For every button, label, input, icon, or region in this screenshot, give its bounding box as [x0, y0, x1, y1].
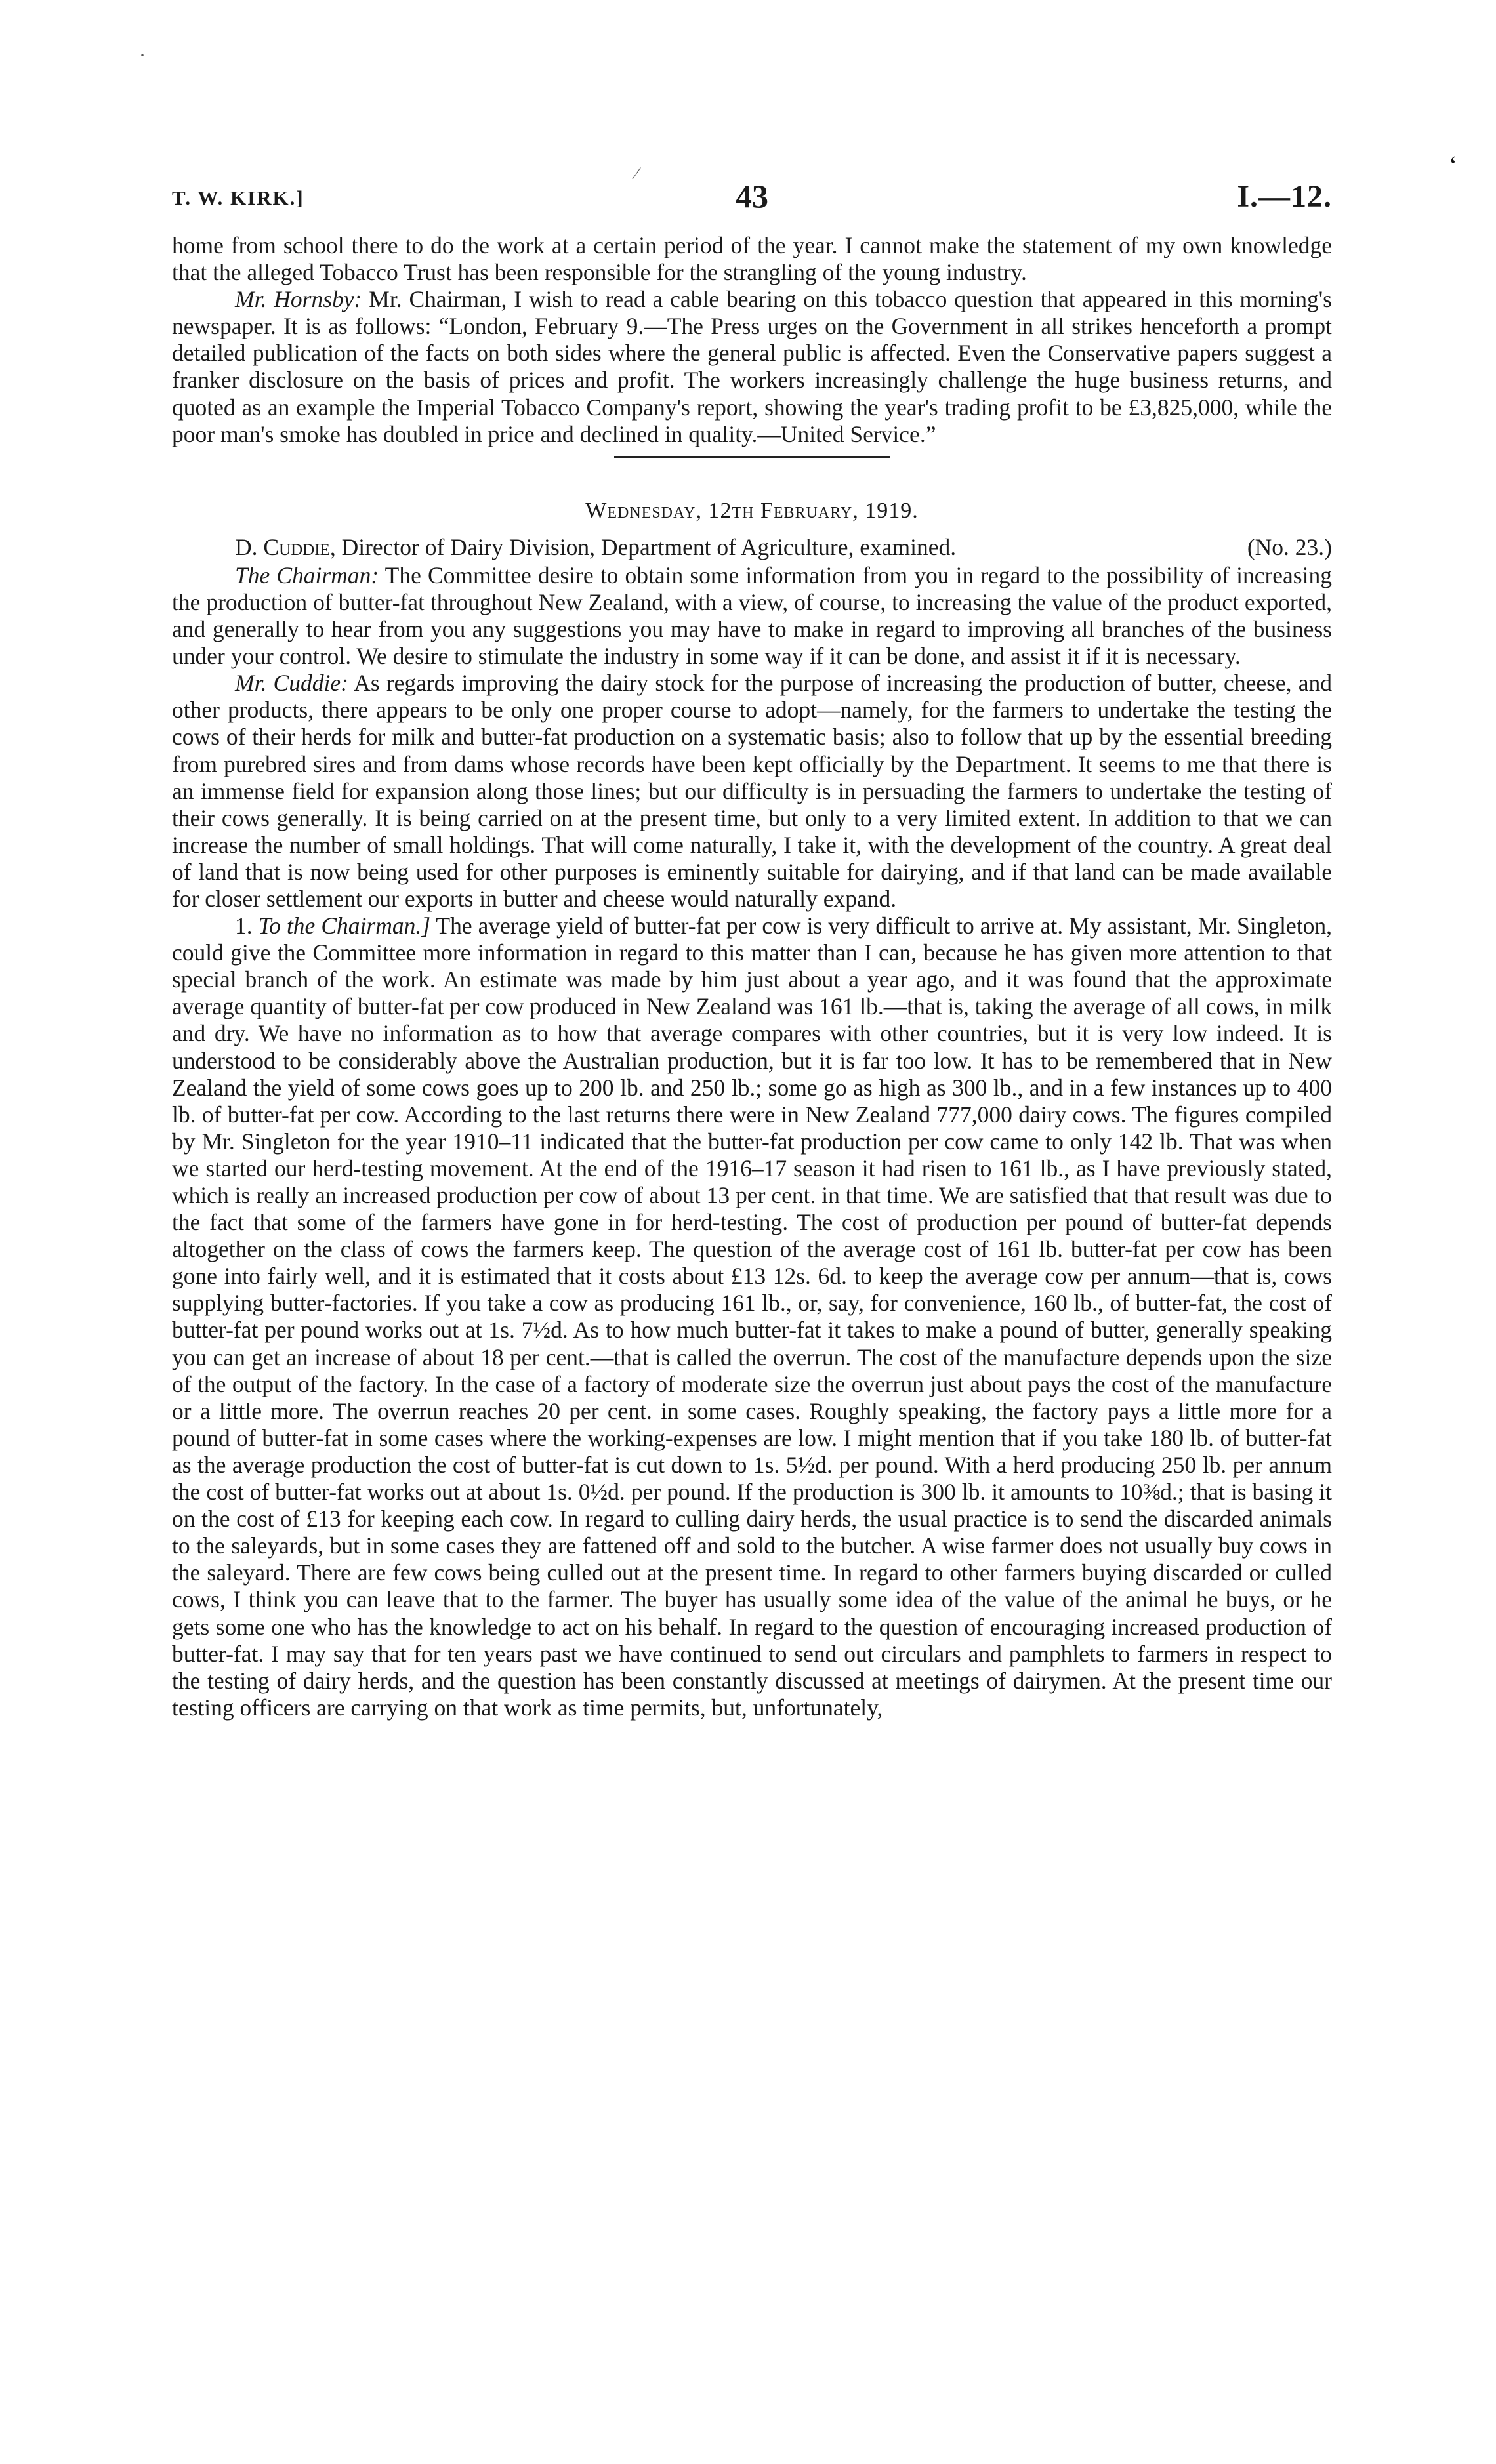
paragraph-cuddie	[172, 670, 1332, 913]
margin-speck-right: ‘	[1449, 150, 1458, 180]
speaker-label: The Chairman:	[235, 562, 379, 588]
session-date: Wednesday, 12th February, 1919.	[585, 498, 919, 523]
paragraph-text: The Committee desire to obtain some information from you in regard to the possibility of increasing the production of butter-fat throughout New Zealand, with a view, of course, to increasing the value of the product exported, and generally to hear from you any suggestions you may have to make in regard to improving all branches of the business under your control. We desire to stimulate the industry in some way if it can be done, and assist it if it is necessary.	[172, 562, 1332, 670]
speaker-label: Mr. Cuddie:	[235, 670, 348, 697]
witness-title: , Director of Dairy Division, Department of Agriculture, examined.	[329, 533, 957, 560]
document-page	[172, 177, 1332, 1721]
speaker-label: To the Chairman.]	[258, 913, 431, 939]
paragraph-text: The average yield of butter-fat per cow is very difficult to arrive at. My assistant, Mr. Singleton, could give the Committee more information in regard to this matter than I can, because he has given more attention to that special branch of the work. An estimate was made by him just about a year ago, and it was found that the approximate average quantity of butter-fat per cow produced in New Zealand was 161 lb.—that is, taking the average of all cows, in milk and dry. We have no information as to how that average compares with other countries, but it is very low indeed. It is understood to be considerably above the Australian production, but it is far too low. It has to be remembered that in New Zealand the yield of some cows goes up to 200 lb. and 250 lb.; some go as high as 300 lb., and in a few instances up to 400 lb. of butter-fat per cow. According to the last returns there were in New Zealand 777,000 dairy cows. The figures compiled by Mr. Singleton for the year 1910–11 indicated that the butter-fat production per cow came to only 142 lb. That was when we started our herd-testing movement. At the end of the 1916–17 season it had risen to 161 lb., as I have previously stated, which is really an increased production per cow of about 13 per cent. in that time. We are satisfied that that result was due to the fact that some of the farmers have gone in for herd-testing. The cost of production per pound of butter-fat depends altogether on the class of cows the farmers keep. The question of the average cost of 161 lb. butter-fat per cow has been gone into fairly well, and it is estimated that it costs about £13 12s. 6d. to keep the average cow per annum—that is, cows supplying butter-factories. If you take a cow as producing 161 lb., or, say, for convenience, 160 lb., of butter-fat, the cost of butter-fat per pound works out at 1s. 7½d. As to how much butter-fat it takes to make a pound of butter, generally speaking you can get an increase of about 18 per cent.—that is called the overrun. The cost of the manufacture depends upon the size of the output of the factory. In the case of a factory of moderate size the overrun just about pays the cost of the manufacture or a little more. The overrun reaches 20 per cent. in some cases. Roughly speaking, the factory pays a little more for a pound of butter-fat in some cases where the working-expenses are low. I might mention that if you take 180 lb. of butter-fat as the average production the cost of butter-fat is cut down to 1s. 5½d. per pound. With a herd producing 250 lb. per annum the cost of butter-fat works out at about 1s. 0½d. per pound. If the production is 300 lb. it amounts to 10⅜d.; that is basing it on the cost of £13 for keeping each cow. In regard to culling dairy herds, the usual practice is to send the discarded animals to the saleyards, but in some cases they are fattened off and sold to the butcher. A wise farmer does not usually buy cows in the saleyard. There are few cows being culled out at the present time. In regard to other farmers buying discarded or culled cows, I think you can leave that to the farmer. The buyer has usually some idea of the value of the animal he buys, or he gets some one who has the knowledge to act on his behalf. In regard to the question of encouraging increased production of butter-fat. I may say that for ten years past we have continued to send out circulars and pamphlets to farmers in respect to the testing of dairy herds, and the question has been constantly discussed at meetings of dairymen. At the present time our testing officers are carrying on that work as time permits, but, unfortunately,	[172, 913, 1332, 1721]
margin-speck-top: ⁄	[635, 164, 638, 183]
paragraph-text: Mr. Chairman, I wish to read a cable bearing on this tobacco question that appeared in this morning's newspaper. It is as follows: “London, February 9.—The Press urges on the Government in all strikes henceforth a prompt detailed publication of the facts on both sides where the general public is affected. Even the Conservative papers suggest a franker disclosure on the basis of prices and profit. The workers increasingly challenge the huge business returns, and quoted as an example the Imperial Tobacco Company's report, showing the year's trading profit to be £3,825,000, while the poor man's smoke has doubled in price and declined in quality.—United Service.”	[172, 286, 1332, 447]
margin-speck-left: ·	[139, 45, 146, 66]
header-paper-reference: I.—12.	[1237, 179, 1332, 214]
paragraph-continuation	[172, 232, 1332, 286]
paragraph-text: home from school there to do the work at a certain period of the year. I cannot make the statement of my own knowledge that the alleged Tobacco Trust has been responsible for the strangling of the young industry.	[172, 232, 1332, 286]
page-header	[172, 177, 1332, 223]
paragraph-hornsby	[172, 286, 1332, 448]
header-page-number: 43	[736, 178, 768, 215]
section-divider	[614, 456, 890, 458]
paragraph-chairman	[172, 562, 1332, 670]
witness-name: D. Cuddie	[235, 533, 330, 560]
witness-examined-line	[172, 534, 1332, 561]
header-witness-name: T. W. KIRK.]	[172, 186, 304, 209]
paragraph-text: As regards improving the dairy stock for the purpose of increasing the production of butter, cheese, and other products, there appears to be only one proper course to adopt—namely, for the farmers to undertake the testing the cows of their herds for milk and butter-fat production on a systematic basis; also to follow that up by the essential breeding from purebred sires and from dams whose records have been kept officially by the Department. It seems to me that there is an immense field for expansion along those lines; but our difficulty is in persuading the farmers to undertake the testing of their cows generally. It is being carried on at the present time, but only to a very limited extent. In addition to that we can increase the number of small holdings. That will come naturally, I take it, with the development of the country. A great deal of land that is now being used for other purposes is eminently suitable for dairying, and if that land can be made available for closer settlement our exports in butter and cheese would naturally expand.	[172, 670, 1332, 912]
witness-number: (No. 23.)	[1247, 533, 1332, 560]
answer-number: 1.	[235, 913, 259, 939]
speaker-label: Mr. Hornsby:	[235, 286, 362, 313]
document-body	[172, 232, 1332, 1721]
paragraph-answer-1	[172, 913, 1332, 1721]
